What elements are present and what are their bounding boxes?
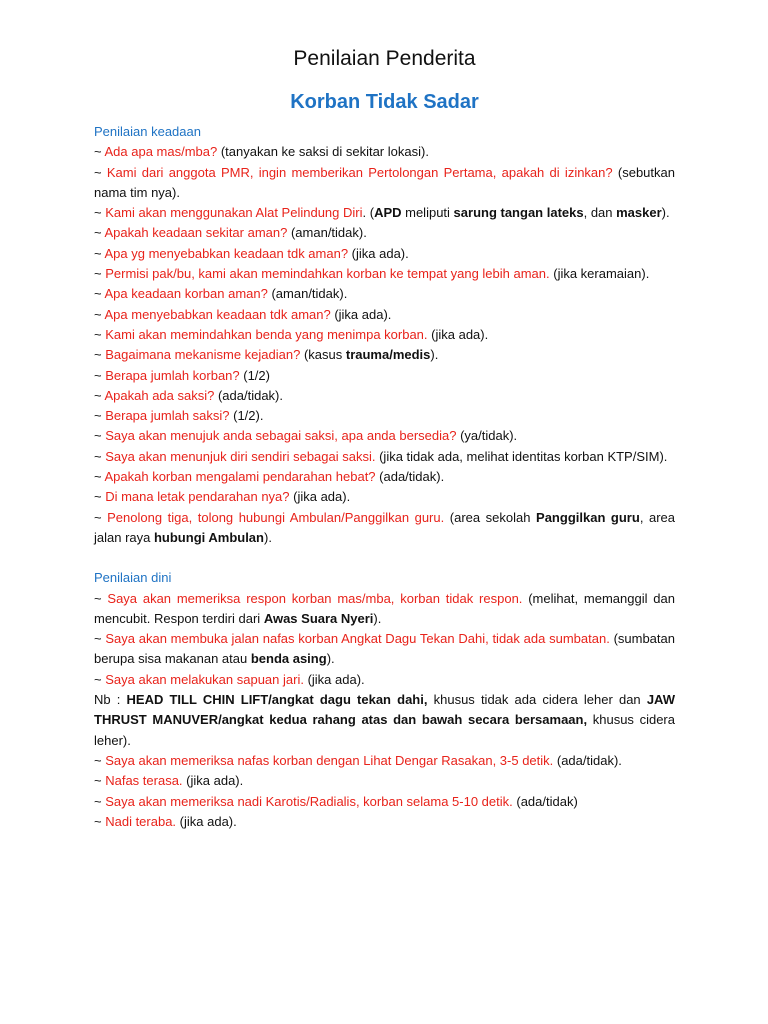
prompt-text: Saya akan memeriksa nafas korban dengan Lihat Dengar Rasakan, 3-5 detik. bbox=[105, 752, 554, 768]
note-text: (aman/tidak). bbox=[287, 225, 367, 241]
checklist-line bbox=[94, 792, 675, 812]
bold-text: trauma/medis bbox=[345, 347, 431, 363]
section-heading: Penilaian dini bbox=[94, 570, 172, 586]
checklist-line bbox=[94, 386, 675, 406]
checklist-line bbox=[94, 589, 675, 630]
note-text: ~ bbox=[94, 367, 106, 383]
note-text: (ya/tidak). bbox=[456, 428, 518, 444]
note-text: ~ bbox=[94, 631, 106, 647]
note-text: (jika ada). bbox=[348, 245, 409, 261]
note-text: ~ bbox=[94, 428, 106, 444]
checklist-line bbox=[94, 345, 675, 365]
note-text: ). bbox=[326, 651, 335, 667]
note-text: (ada/tidak). bbox=[375, 469, 445, 485]
prompt-text: Nadi teraba. bbox=[105, 813, 177, 829]
checklist-line bbox=[94, 508, 675, 549]
note-text: ~ bbox=[94, 164, 107, 180]
bold-text: hubungi Ambulan bbox=[153, 529, 264, 545]
prompt-text: Saya akan membuka jalan nafas korban Angkat Dagu Tekan Dahi, tidak ada sumbatan. bbox=[105, 631, 610, 647]
note-text: ). bbox=[430, 347, 439, 363]
note-text: ). bbox=[373, 610, 382, 626]
note-text: , dan bbox=[583, 205, 617, 221]
bold-text: Awas Suara Nyeri bbox=[263, 610, 374, 626]
note-text: ~ bbox=[94, 387, 105, 403]
note-text: (jika ada). bbox=[330, 306, 392, 322]
prompt-text: Kami akan menggunakan Alat Pelindung Diri bbox=[105, 205, 363, 221]
document-page bbox=[94, 46, 675, 832]
prompt-text: Di mana letak pendarahan nya? bbox=[105, 489, 290, 505]
prompt-text: Permisi pak/bu, kami akan memindahkan korban ke tempat yang lebih aman. bbox=[105, 266, 550, 282]
prompt-text: Saya akan memeriksa nadi Karotis/Radialis, korban selama 5-10 detik. bbox=[105, 793, 513, 809]
checklist-line bbox=[94, 244, 675, 264]
note-text: . ( bbox=[362, 205, 375, 221]
prompt-text: Nafas terasa. bbox=[105, 773, 183, 789]
prompt-text: Berapa jumlah saksi? bbox=[105, 408, 230, 424]
prompt-text: Saya akan melakukan sapuan jari. bbox=[105, 671, 304, 687]
prompt-text: Penolong tiga, tolong hubungi Ambulan/Panggilkan guru. bbox=[107, 509, 445, 525]
note-text: (ada/tidak). bbox=[553, 752, 622, 768]
note-text: ~ bbox=[94, 144, 105, 160]
bold-text: APD bbox=[374, 205, 402, 221]
note-text: (jika ada). bbox=[289, 489, 351, 505]
note-text: ~ bbox=[94, 347, 106, 363]
note-text: ). bbox=[661, 205, 670, 221]
bold-text: sarung tangan lateks bbox=[453, 205, 584, 221]
prompt-text: Ada apa mas/mba? bbox=[104, 144, 218, 160]
note-text: khusus tidak ada cidera leher dan bbox=[427, 692, 647, 708]
note-text: (area sekolah bbox=[444, 509, 537, 525]
note-text: ~ bbox=[94, 752, 106, 768]
section-heading: Penilaian keadaan bbox=[94, 124, 201, 139]
note-text: ~ bbox=[94, 448, 106, 464]
section-spacer bbox=[94, 548, 675, 568]
checklist-line bbox=[94, 406, 675, 426]
checklist-line bbox=[94, 629, 675, 670]
prompt-text: Apakah keadaan sekitar aman? bbox=[104, 225, 288, 241]
note-text: (melihat, memanggil dan mencubit. Respon terdiri dari bbox=[94, 590, 675, 626]
prompt-text: Bagaimana mekanisme kejadian? bbox=[105, 347, 301, 363]
note-text: ~ bbox=[94, 590, 108, 606]
prompt-text: Apa keadaan korban aman? bbox=[104, 286, 268, 302]
checklist-line bbox=[94, 163, 675, 204]
document-body bbox=[94, 122, 675, 832]
note-text: ~ bbox=[94, 266, 106, 282]
checklist-line bbox=[94, 751, 675, 771]
document-title: Penilaian Penderita bbox=[293, 47, 476, 70]
checklist-line bbox=[94, 812, 675, 832]
prompt-text: Saya akan menunjuk diri sendiri sebagai saksi. bbox=[105, 448, 376, 464]
note-text: (jika ada). bbox=[303, 671, 365, 687]
checklist-line bbox=[94, 771, 675, 791]
checklist-line bbox=[94, 670, 675, 690]
note-text: (aman/tidak). bbox=[267, 286, 348, 302]
prompt-text: Apakah korban mengalami pendarahan hebat? bbox=[104, 469, 376, 485]
checklist-line bbox=[94, 142, 675, 162]
note-text: meliputi bbox=[401, 205, 454, 221]
note-text: (jika ada). bbox=[176, 813, 237, 829]
checklist-line bbox=[94, 223, 675, 243]
prompt-text: Apa menyebabkan keadaan tdk aman? bbox=[104, 306, 331, 322]
note-text: Nb : bbox=[94, 692, 127, 708]
checklist-line bbox=[94, 264, 675, 284]
checklist-line bbox=[94, 284, 675, 304]
prompt-text: Kami dari anggota PMR, ingin memberikan Pertolongan Pertama, apakah di izinkan? bbox=[106, 164, 613, 180]
note-text: (kasus bbox=[300, 347, 346, 363]
bold-text: JAW THRUST MANUVER/angkat kedua rahang atas dan bawah secara bersamaan, bbox=[94, 692, 675, 728]
note-text: ~ bbox=[94, 326, 106, 342]
note-text: ~ bbox=[94, 286, 105, 302]
note-text: ~ bbox=[94, 408, 106, 424]
checklist-line bbox=[94, 690, 675, 751]
document-subtitle: Korban Tidak Sadar bbox=[290, 91, 479, 113]
note-text: (jika keramaian). bbox=[549, 266, 650, 282]
prompt-text: Apa yg menyebabkan keadaan tdk aman? bbox=[104, 245, 349, 261]
prompt-text: Berapa jumlah korban? bbox=[105, 367, 240, 383]
note-text: (jika ada). bbox=[182, 773, 244, 789]
bold-text: HEAD TILL CHIN LIFT/angkat dagu tekan dahi, bbox=[126, 692, 428, 708]
note-text: ~ bbox=[94, 469, 105, 485]
prompt-text: Saya akan memeriksa respon korban mas/mba, korban tidak respon. bbox=[107, 590, 523, 606]
note-text: ~ bbox=[94, 306, 105, 322]
checklist-line bbox=[94, 366, 675, 386]
note-text: (sumbatan berupa sisa makanan atau bbox=[94, 631, 675, 667]
bold-text: masker bbox=[616, 205, 662, 221]
checklist-line bbox=[94, 305, 675, 325]
bold-text: Panggilkan guru bbox=[536, 509, 640, 525]
checklist-line bbox=[94, 325, 675, 345]
note-text: , area jalan raya bbox=[94, 509, 675, 545]
checklist-line bbox=[94, 447, 675, 467]
note-text: (sebutkan nama tim nya). bbox=[94, 164, 675, 200]
checklist-line bbox=[94, 203, 675, 223]
note-text: ~ bbox=[94, 671, 106, 687]
prompt-text: Kami akan memindahkan benda yang menimpa korban. bbox=[105, 326, 428, 342]
note-text: ~ bbox=[94, 813, 106, 829]
prompt-text: Saya akan menujuk anda sebagai saksi, apa anda bersedia? bbox=[105, 428, 457, 444]
checklist-line bbox=[94, 487, 675, 507]
note-text: (jika tidak ada, melihat identitas korban KTP/SIM). bbox=[375, 448, 668, 464]
note-text: ). bbox=[263, 529, 272, 545]
note-text: ~ bbox=[94, 245, 105, 261]
checklist-line bbox=[94, 426, 675, 446]
prompt-text: Apakah ada saksi? bbox=[104, 387, 215, 403]
note-text: (ada/tidak). bbox=[214, 387, 284, 403]
note-text: ~ bbox=[94, 773, 106, 789]
note-text: (jika ada). bbox=[427, 326, 489, 342]
note-text: ~ bbox=[94, 793, 106, 809]
note-text: ~ bbox=[94, 225, 105, 241]
note-text: (1/2) bbox=[239, 367, 270, 383]
note-text: khusus cidera leher). bbox=[94, 712, 675, 748]
note-text: ~ bbox=[94, 205, 106, 221]
note-text: ~ bbox=[94, 489, 106, 505]
checklist-line bbox=[94, 467, 675, 487]
note-text: (ada/tidak) bbox=[512, 793, 578, 809]
bold-text: benda asing bbox=[250, 651, 327, 667]
note-text: (1/2). bbox=[229, 408, 264, 424]
note-text: (tanyakan ke saksi di sekitar lokasi). bbox=[217, 144, 429, 160]
note-text: ~ bbox=[94, 509, 108, 525]
